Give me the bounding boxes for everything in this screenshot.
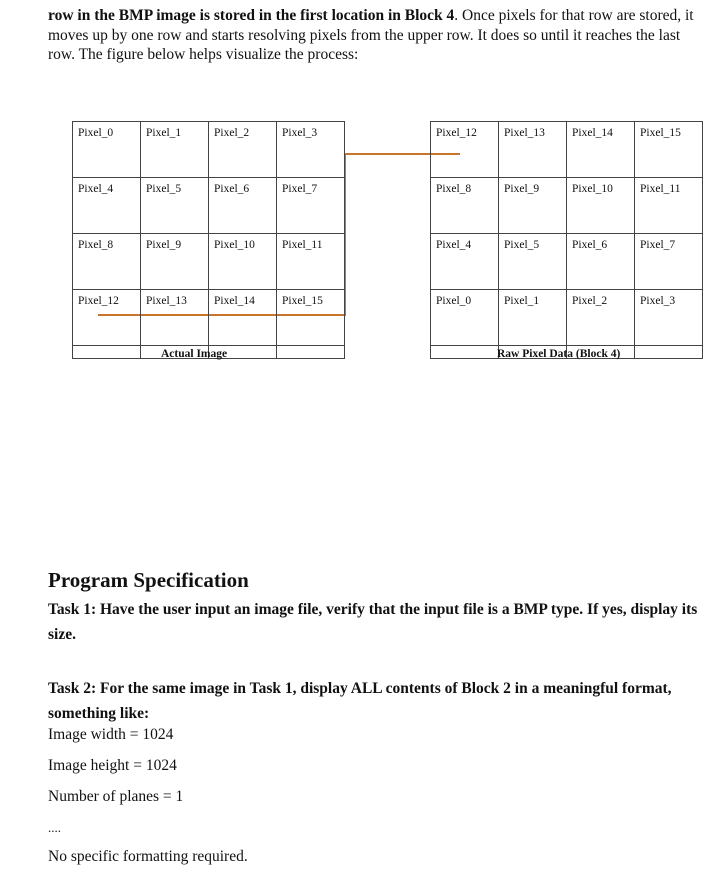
actual-image-caption: Actual Image	[161, 348, 228, 360]
right-cell: Pixel_2	[567, 290, 635, 346]
left-row	[73, 122, 345, 178]
left-cell: Pixel_11	[277, 234, 345, 290]
actual-image-grid	[72, 121, 345, 359]
right-row	[431, 178, 703, 234]
left-cell: Pixel_7	[277, 178, 345, 234]
left-cell: Pixel_14	[209, 290, 277, 346]
left-cell: Pixel_0	[73, 122, 141, 178]
left-empty-cell	[73, 346, 141, 359]
right-row	[431, 234, 703, 290]
left-cell: Pixel_2	[209, 122, 277, 178]
left-cell: Pixel_12	[73, 290, 141, 346]
left-cell: Pixel_1	[141, 122, 209, 178]
right-cell: Pixel_14	[567, 122, 635, 178]
right-cell: Pixel_1	[499, 290, 567, 346]
intro-bold: row in the BMP image is stored in the first location in Block 4	[48, 7, 455, 24]
task-2: Task 2: For the same image in Task 1, display ALL contents of Block 2 in a meaningful format, something like:	[48, 680, 672, 722]
right-cell: Pixel_9	[499, 178, 567, 234]
ellipsis-line: ....	[48, 820, 61, 835]
left-cell: Pixel_10	[209, 234, 277, 290]
right-cell: Pixel_7	[635, 234, 703, 290]
left-cell: Pixel_13	[141, 290, 209, 346]
left-row	[73, 290, 345, 346]
formatting-note: No specific formatting required.	[48, 848, 248, 865]
right-cell: Pixel_15	[635, 122, 703, 178]
left-cell: Pixel_5	[141, 178, 209, 234]
intro-rest: . Once pixels for that row are stored, it moves up by one row and starts resolving pixels from the upper row. It does so until it reaches the last row. The figure below helps visualize the process:	[48, 7, 694, 63]
left-cell: Pixel_9	[141, 234, 209, 290]
right-cell: Pixel_13	[499, 122, 567, 178]
right-row	[431, 290, 703, 346]
right-cell: Pixel_12	[431, 122, 499, 178]
right-cell: Pixel_5	[499, 234, 567, 290]
right-cell: Pixel_3	[635, 290, 703, 346]
right-cell: Pixel_0	[431, 290, 499, 346]
left-cell: Pixel_8	[73, 234, 141, 290]
right-cell: Pixel_10	[567, 178, 635, 234]
image-height-line: Image height = 1024	[48, 757, 177, 774]
left-cell: Pixel_6	[209, 178, 277, 234]
right-empty-cell	[635, 346, 703, 359]
right-row	[431, 122, 703, 178]
spec-title: Program Specification	[48, 568, 249, 592]
image-width-line: Image width = 1024	[48, 726, 174, 743]
planes-line: Number of planes = 1	[48, 788, 184, 805]
left-cell: Pixel_4	[73, 178, 141, 234]
raw-pixel-grid	[430, 121, 703, 359]
left-cell: Pixel_3	[277, 122, 345, 178]
left-cell: Pixel_15	[277, 290, 345, 346]
left-row	[73, 234, 345, 290]
left-row	[73, 178, 345, 234]
left-empty-cell	[277, 346, 345, 359]
raw-pixel-caption: Raw Pixel Data (Block 4)	[497, 348, 621, 360]
right-cell: Pixel_4	[431, 234, 499, 290]
right-empty-cell	[431, 346, 499, 359]
right-cell: Pixel_6	[567, 234, 635, 290]
right-cell: Pixel_8	[431, 178, 499, 234]
bmp-figure	[0, 0, 720, 400]
task-1: Task 1: Have the user input an image file, verify that the input file is a BMP type. If yes, display its size.	[48, 601, 698, 643]
right-cell: Pixel_11	[635, 178, 703, 234]
